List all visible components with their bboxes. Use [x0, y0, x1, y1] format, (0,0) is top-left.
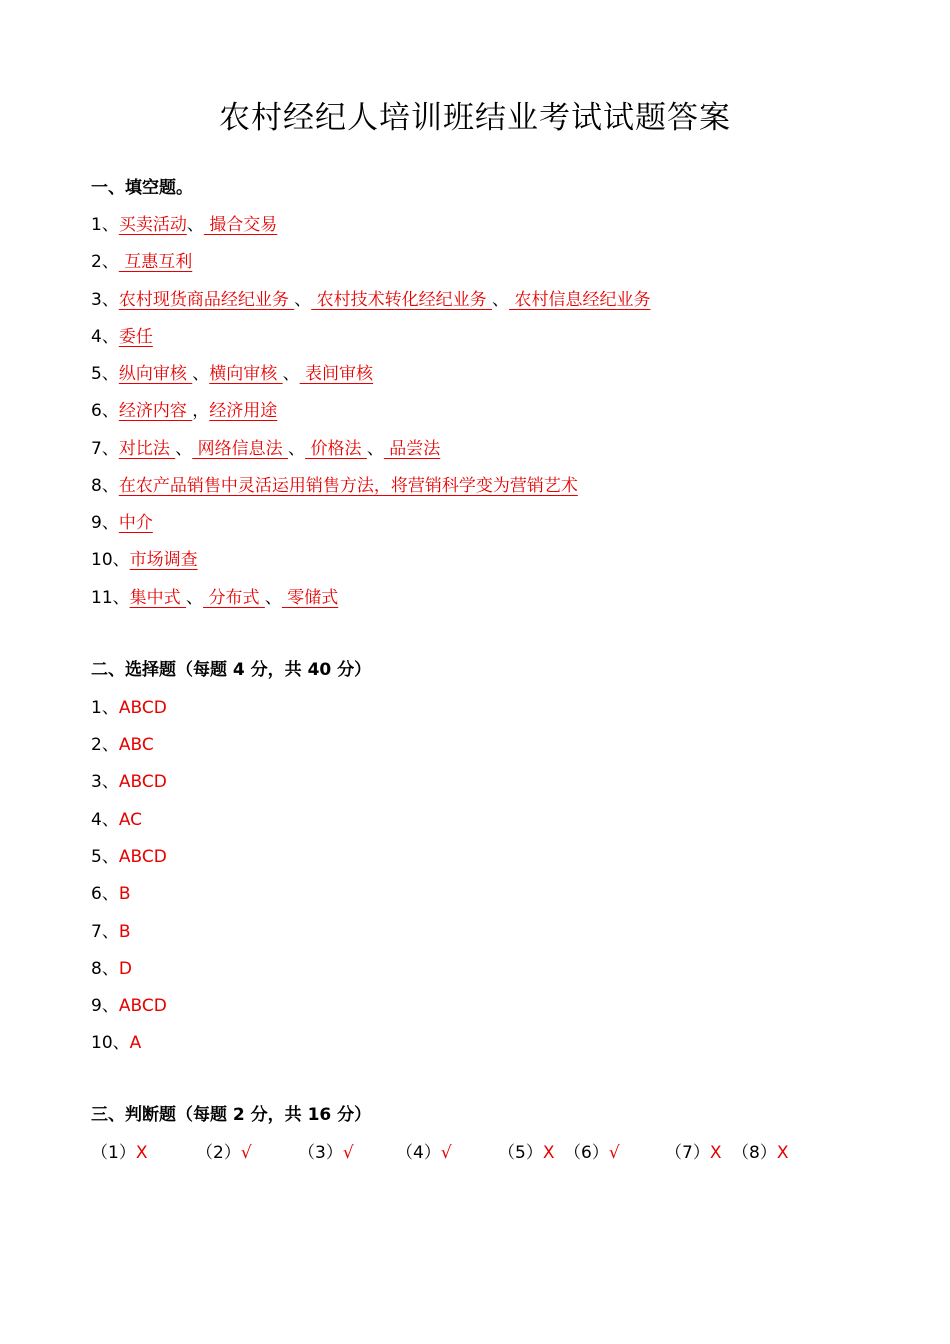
choice-item-7	[91, 917, 131, 942]
choice-item-8	[91, 954, 132, 979]
item-number: （3）	[298, 1143, 343, 1163]
judge-answer: X	[776, 1143, 789, 1163]
separator: 、	[175, 439, 193, 459]
answer-blank: 买卖活动	[118, 215, 187, 235]
item-number: （4）	[396, 1143, 441, 1163]
answer-blank: 互惠互利	[118, 252, 193, 272]
judge-item-5	[498, 1138, 554, 1163]
item-number: （6）	[564, 1143, 609, 1163]
choice-item-2	[91, 730, 154, 755]
judge-answer: √	[240, 1143, 252, 1163]
judge-answer: √	[342, 1143, 354, 1163]
item-number: 5、	[91, 847, 119, 867]
section2-heading: 二、选择题（每题 4 分，共 40 分）	[91, 660, 372, 680]
separator: 、	[492, 290, 510, 310]
judge-item-4	[396, 1138, 452, 1163]
separator: 、	[366, 439, 384, 459]
judge-item-1	[91, 1138, 147, 1163]
item-number: 11、	[91, 588, 130, 608]
answer-blank: 农村信息经纪业务	[509, 290, 651, 310]
choice-answer: ABC	[118, 735, 154, 755]
fill-item-8	[91, 471, 578, 496]
separator: 、	[186, 588, 204, 608]
section3-heading: 三、判断题（每题 2 分，共 16 分）	[91, 1105, 372, 1125]
judge-answer: X	[135, 1143, 148, 1163]
choice-item-3	[91, 767, 167, 792]
fill-item-10	[91, 545, 198, 570]
choice-item-6	[91, 879, 131, 904]
judge-answer: X	[542, 1143, 555, 1163]
choice-answer: D	[118, 959, 132, 979]
item-number: 5、	[91, 364, 119, 384]
item-number: 7、	[91, 439, 119, 459]
item-number: （2）	[196, 1143, 241, 1163]
separator: 、	[282, 364, 300, 384]
item-number: （7）	[665, 1143, 710, 1163]
item-number: 6、	[91, 884, 119, 904]
answer-blank: 撮合交易	[203, 215, 278, 235]
answer-blank: 市场调查	[129, 550, 198, 570]
item-number: 3、	[91, 772, 119, 792]
answer-blank: 价格法	[305, 439, 367, 459]
choice-answer: ABCD	[118, 698, 167, 718]
answer-blank: 经济用途	[209, 401, 278, 421]
item-number: 1、	[91, 698, 119, 718]
judge-answer: √	[440, 1143, 452, 1163]
separator: 、	[186, 215, 204, 235]
answer-blank: 中介	[118, 513, 153, 533]
choice-item-1	[91, 693, 167, 718]
separator: 、	[294, 290, 312, 310]
fill-item-2	[91, 247, 192, 272]
item-number: 10、	[91, 1033, 130, 1053]
judge-item-2	[196, 1138, 252, 1163]
choice-answer: A	[129, 1033, 142, 1053]
answer-blank: 表间审核	[299, 364, 374, 384]
judge-answer: X	[709, 1143, 722, 1163]
fill-item-3	[91, 285, 650, 310]
answer-blank: 集中式	[129, 588, 187, 608]
answer-blank: 品尝法	[383, 439, 441, 459]
item-number: 10、	[91, 550, 130, 570]
choice-answer: AC	[118, 810, 143, 830]
item-number: （8）	[732, 1143, 777, 1163]
answer-blank: 委任	[118, 327, 153, 347]
item-number: （5）	[498, 1143, 543, 1163]
separator: ，	[192, 401, 210, 421]
answer-blank: 网络信息法	[192, 439, 289, 459]
choice-answer: B	[118, 922, 131, 942]
choice-item-9	[91, 991, 167, 1016]
answer-blank: 横向审核	[209, 364, 283, 384]
judge-item-6	[564, 1138, 620, 1163]
choice-answer: ABCD	[118, 996, 167, 1016]
judge-answer: √	[608, 1143, 620, 1163]
answer-blank: 对比法	[118, 439, 176, 459]
answer-blank: 经济内容	[118, 401, 193, 421]
fill-item-4	[91, 322, 153, 347]
answer-blank: 分布式	[203, 588, 265, 608]
judge-item-3	[298, 1138, 354, 1163]
answer-blank: 纵向审核	[118, 364, 193, 384]
separator: 、	[192, 364, 210, 384]
answer-blank: 农村现货商品经纪业务	[118, 290, 295, 310]
judge-item-8	[732, 1138, 788, 1163]
answer-blank: 在农产品销售中灵活运用销售方法，将营销科学变为营销艺术	[118, 476, 578, 496]
separator: 、	[288, 439, 306, 459]
choice-item-5	[91, 842, 167, 867]
item-number: 8、	[91, 959, 119, 979]
judge-item-7	[665, 1138, 721, 1163]
item-number: 6、	[91, 401, 119, 421]
item-number: 1、	[91, 215, 119, 235]
fill-item-5	[91, 359, 373, 384]
fill-item-11	[91, 583, 338, 608]
item-number: 3、	[91, 290, 119, 310]
item-number: 9、	[91, 513, 119, 533]
page-title: 农村经纪人培训班结业考试试题答案	[219, 100, 731, 136]
item-number: 2、	[91, 252, 119, 272]
section1-heading: 一、填空题。	[91, 178, 193, 198]
item-number: （1）	[91, 1143, 136, 1163]
answer-blank: 零储式	[281, 588, 339, 608]
item-number: 4、	[91, 327, 119, 347]
choice-answer: B	[118, 884, 131, 904]
choice-item-10	[91, 1028, 141, 1053]
item-number: 4、	[91, 810, 119, 830]
choice-answer: ABCD	[118, 847, 167, 867]
item-number: 9、	[91, 996, 119, 1016]
answer-blank: 农村技术转化经纪业务	[311, 290, 493, 310]
fill-item-1	[91, 210, 277, 235]
fill-item-6	[91, 396, 277, 421]
choice-answer: ABCD	[118, 772, 167, 792]
separator: 、	[264, 588, 282, 608]
fill-item-9	[91, 508, 153, 533]
item-number: 8、	[91, 476, 119, 496]
choice-item-4	[91, 805, 142, 830]
fill-item-7	[91, 434, 440, 459]
item-number: 2、	[91, 735, 119, 755]
item-number: 7、	[91, 922, 119, 942]
